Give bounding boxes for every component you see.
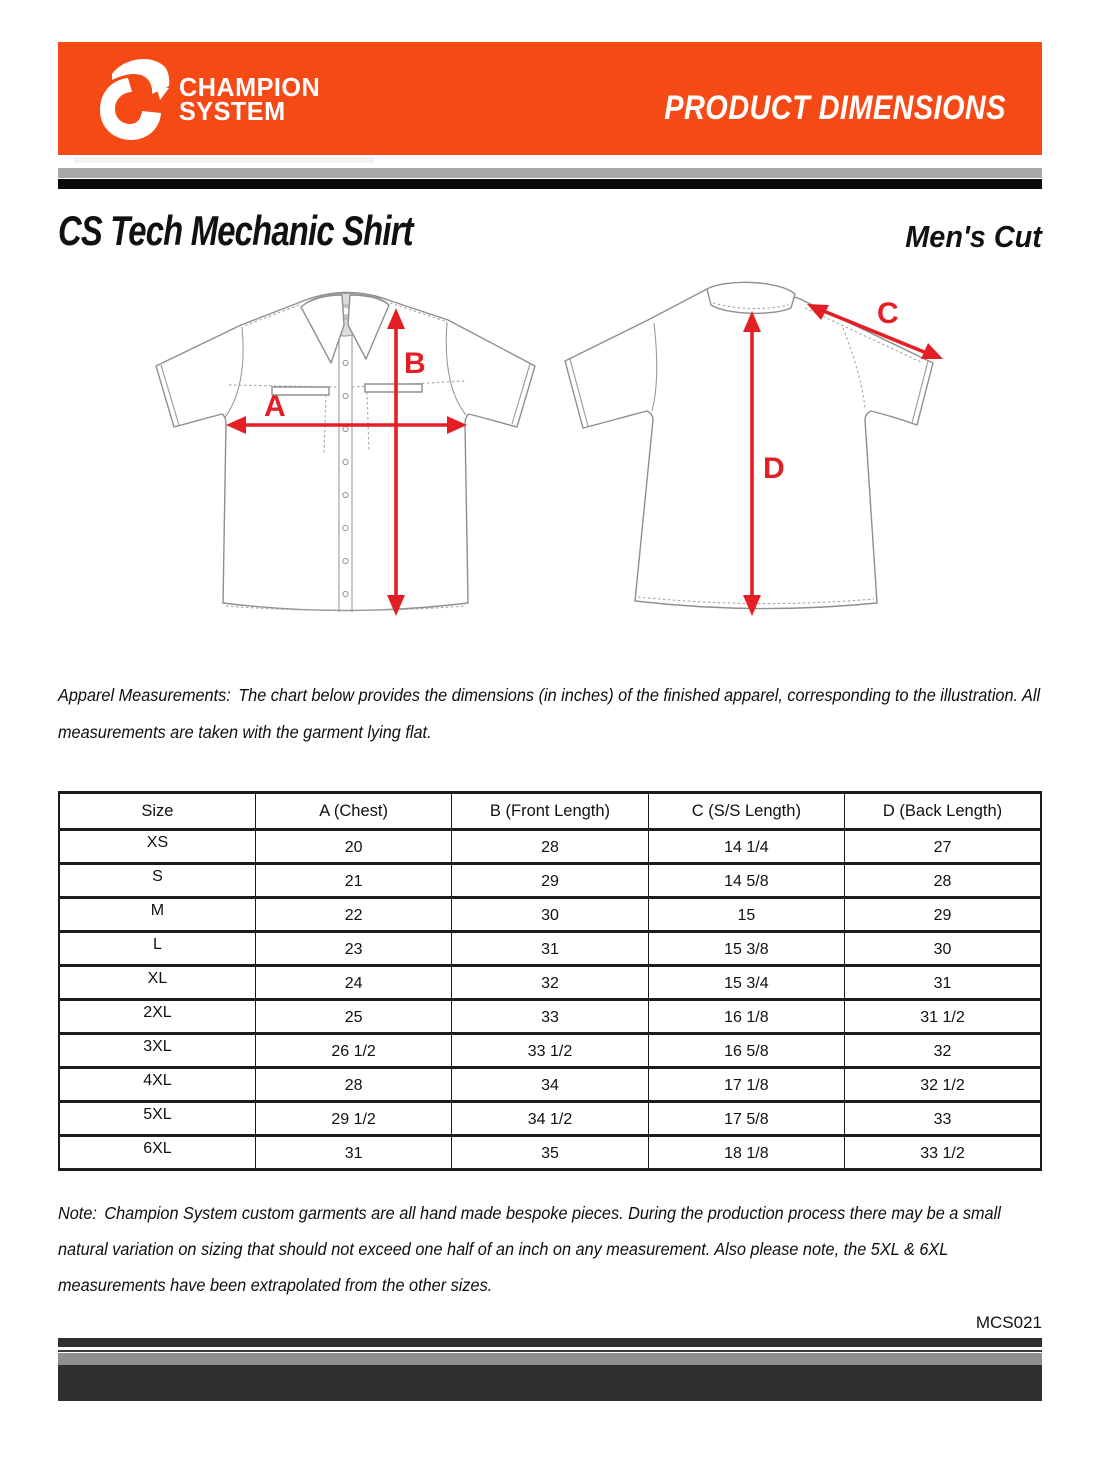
value-cell: 32 1/2 [845, 1068, 1041, 1102]
brand-name-line2: SYSTEM [179, 95, 286, 126]
table-row [59, 932, 1041, 966]
value-cell: 32 [452, 966, 648, 1000]
value-cell: 29 [452, 864, 648, 898]
table-row [59, 1136, 1041, 1170]
value-cell: 33 1/2 [845, 1136, 1041, 1170]
measurement-label-a: A [264, 390, 286, 423]
column-header-size: Size [59, 793, 255, 830]
size-cell: XL [59, 966, 255, 1000]
value-cell: 35 [452, 1136, 648, 1170]
note-body: Champion System custom garments are all hand made bespoke pieces. During the production process there may be a small natural variation on sizing that should not exceed one half of an inch on any measurement. Also please note, the 5XL & 6XL measurements have been extrapolated from the other sizes. [58, 1203, 1001, 1295]
value-cell: 16 1/8 [648, 1000, 844, 1034]
note-lead: Note: [58, 1203, 97, 1223]
size-cell: XS [59, 830, 255, 864]
divider-gray-bar [58, 168, 1042, 178]
value-cell: 17 1/8 [648, 1068, 844, 1102]
value-cell: 30 [845, 932, 1041, 966]
size-cell: L [59, 932, 255, 966]
footer-bar-gray [58, 1353, 1042, 1365]
value-cell: 23 [255, 932, 451, 966]
value-cell: 28 [452, 830, 648, 864]
value-cell: 29 [845, 898, 1041, 932]
value-cell: 22 [255, 898, 451, 932]
column-header-d: D (Back Length) [845, 793, 1041, 830]
value-cell: 31 1/2 [845, 1000, 1041, 1034]
size-cell: 4XL [59, 1068, 255, 1102]
table-header-row [59, 793, 1041, 830]
size-cell: 6XL [59, 1136, 255, 1170]
measurement-label-c: C [877, 297, 899, 330]
document-code: MCS021 [975, 1313, 1042, 1332]
value-cell: 25 [255, 1000, 451, 1034]
table-row [59, 864, 1041, 898]
value-cell: 20 [255, 830, 451, 864]
footer-bar-dark-thick [58, 1365, 1042, 1401]
value-cell: 15 3/8 [648, 932, 844, 966]
table-row [59, 1000, 1041, 1034]
value-cell: 33 1/2 [452, 1034, 648, 1068]
table-row [59, 898, 1041, 932]
value-cell: 14 1/4 [648, 830, 844, 864]
value-cell: 32 [845, 1034, 1041, 1068]
value-cell: 21 [255, 864, 451, 898]
value-cell: 18 1/8 [648, 1136, 844, 1170]
value-cell: 15 3/4 [648, 966, 844, 1000]
size-cell: 2XL [59, 1000, 255, 1034]
footer-bar-line [58, 1350, 1042, 1352]
value-cell: 15 [648, 898, 844, 932]
value-cell: 29 1/2 [255, 1102, 451, 1136]
table-row [59, 1102, 1041, 1136]
note-text [58, 1195, 1042, 1307]
footer-bar-dark-thin [58, 1338, 1042, 1347]
banner-title: PRODUCT DIMENSIONS [664, 89, 1006, 127]
measurement-label-d: D [763, 452, 785, 485]
size-cell: 3XL [59, 1034, 255, 1068]
header-banner [58, 42, 1042, 155]
size-cell: S [59, 864, 255, 898]
value-cell: 33 [452, 1000, 648, 1034]
back-shirt-illustration [555, 263, 975, 653]
cut-label: Men's Cut [905, 219, 1042, 254]
value-cell: 16 5/8 [648, 1034, 844, 1068]
value-cell: 31 [845, 966, 1041, 1000]
intro-lead: Apparel Measurements: [58, 685, 231, 705]
value-cell: 17 5/8 [648, 1102, 844, 1136]
value-cell: 33 [845, 1102, 1041, 1136]
value-cell: 28 [845, 864, 1041, 898]
page [58, 42, 1042, 1401]
table-row [59, 830, 1041, 864]
title-row [58, 205, 1042, 255]
brand [98, 56, 325, 142]
value-cell: 24 [255, 966, 451, 1000]
column-header-c: C (S/S Length) [648, 793, 844, 830]
table-row [59, 1034, 1041, 1068]
value-cell: 31 [255, 1136, 451, 1170]
value-cell: 31 [452, 932, 648, 966]
measurement-label-b: B [404, 347, 426, 380]
table-row [59, 1068, 1041, 1102]
column-header-a: A (Chest) [255, 793, 451, 830]
front-shirt-illustration [138, 263, 558, 653]
size-table [58, 791, 1042, 1171]
value-cell: 28 [255, 1068, 451, 1102]
value-cell: 34 [452, 1068, 648, 1102]
size-cell: 5XL [59, 1102, 255, 1136]
intro-body: The chart below provides the dimensions (in inches) of the finished apparel, corresponding to the illustration. All measurements are taken with the garment lying flat. [58, 685, 1041, 742]
value-cell: 27 [845, 830, 1041, 864]
value-cell: 14 5/8 [648, 864, 844, 898]
product-title: CS Tech Mechanic Shirt [58, 207, 413, 254]
diagram [58, 263, 1042, 653]
column-header-b: B (Front Length) [452, 793, 648, 830]
size-cell: M [59, 898, 255, 932]
value-cell: 26 1/2 [255, 1034, 451, 1068]
intro-text [58, 677, 1042, 753]
banner-shadow-strip [74, 157, 374, 163]
value-cell: 30 [452, 898, 648, 932]
divider-black-bar [58, 179, 1042, 189]
brand-name [179, 71, 321, 126]
champion-system-logo-icon [98, 56, 170, 142]
brand-name-line1: CHAMPION [179, 71, 321, 102]
value-cell: 34 1/2 [452, 1102, 648, 1136]
table-row [59, 966, 1041, 1000]
